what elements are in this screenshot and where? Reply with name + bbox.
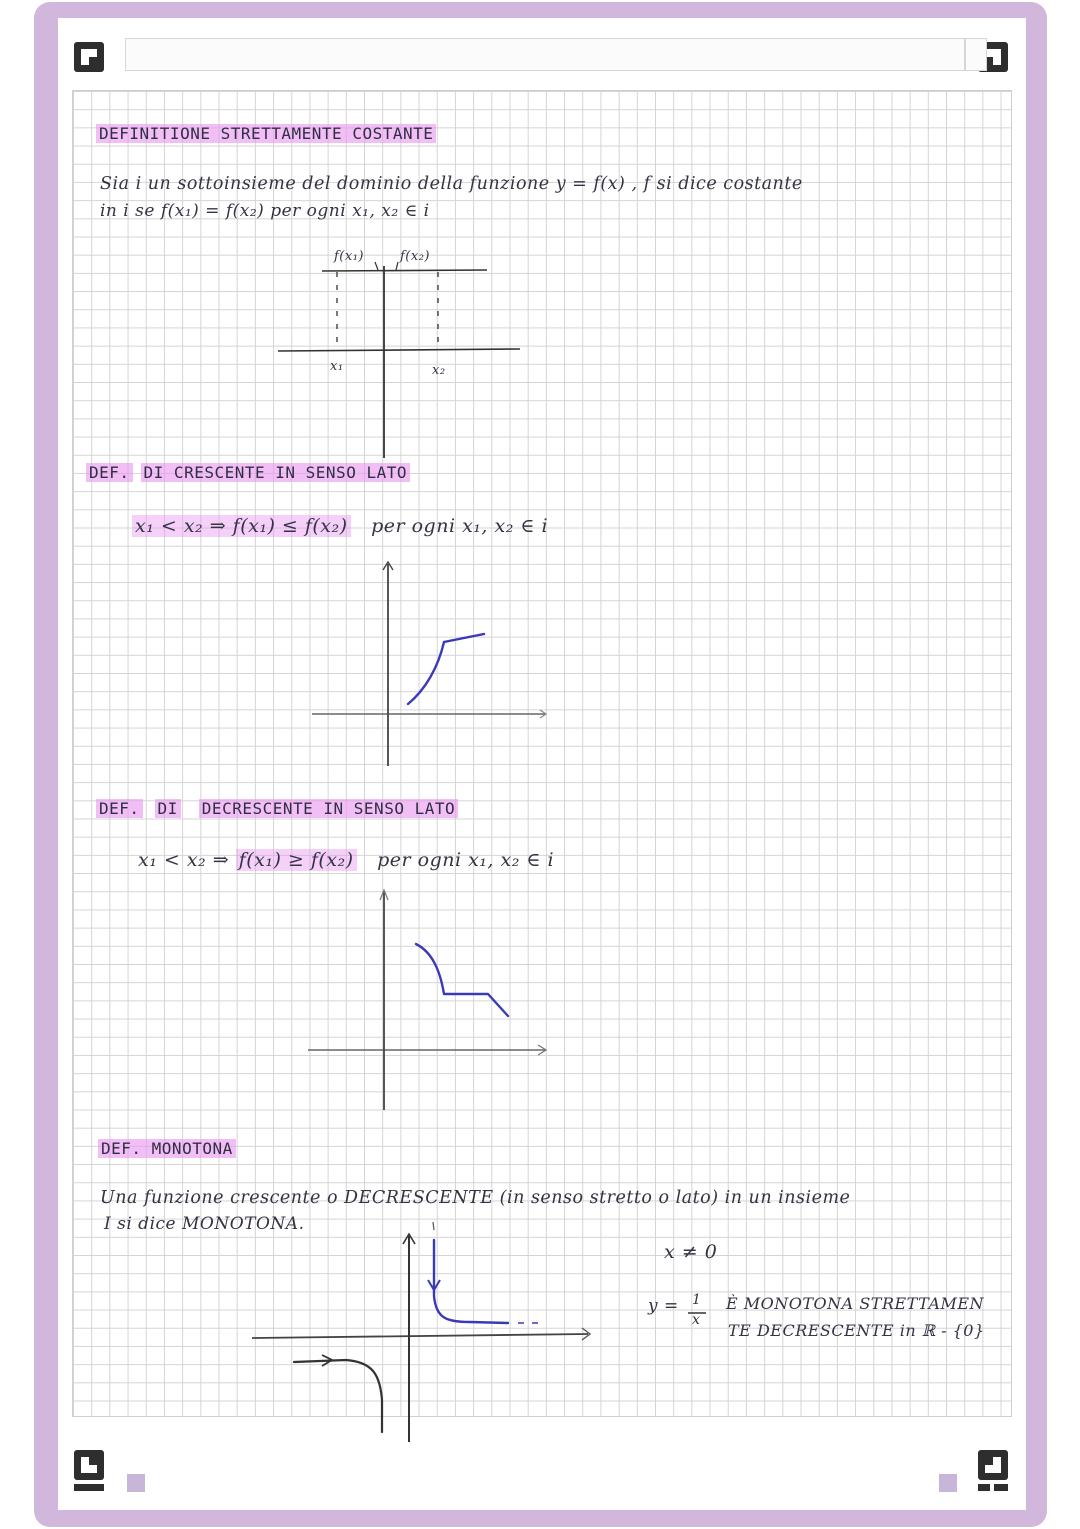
monotona-note-line1: È MONOTONA STRETTAMEN — [726, 1294, 985, 1313]
decrescente-formula-prefix: x₁ < x₂ ⇒ — [138, 849, 230, 871]
monotona-function-lhs: y = — [648, 1296, 679, 1316]
costante-body-line1: Sia i un sottoinsieme del dominio della funzione y = f(x) , f si dice costante — [100, 174, 803, 194]
costante-function-line — [322, 270, 487, 271]
heading-decrescente-mid: DI — [155, 799, 181, 818]
heading-costante-text: DEFINITIONE STRETTAMENTE COSTANTE — [96, 124, 436, 143]
label-fx1: f(x₁) — [334, 249, 364, 264]
hyperbola-x-axis — [252, 1334, 588, 1338]
costante-tick-2 — [396, 262, 398, 270]
costante-body-line2: in i se f(x₁) = f(x₂) per ogni x₁, x₂ ∈ i — [100, 201, 430, 221]
decrescente-curve — [416, 944, 508, 1016]
graph-crescente — [312, 562, 546, 766]
monotona-condition: x ≠ 0 — [664, 1241, 718, 1263]
costante-tick-1 — [375, 262, 378, 270]
monotona-note-line2: TE DECRESCENTE in ℝ - {0} — [728, 1321, 985, 1340]
heading-crescente-prefix: DEF. — [86, 463, 133, 482]
crescente-curve — [408, 634, 484, 704]
label-x2: x₂ — [432, 363, 446, 378]
graph-hyperbola — [252, 1234, 590, 1442]
label-x1: x₁ — [330, 359, 344, 374]
hyperbola-branch-left — [294, 1360, 382, 1432]
crescente-formula-tail: per ogni x₁, x₂ ∈ i — [371, 515, 549, 537]
heading-crescente-text: DI CRESCENTE IN SENSO LATO — [141, 463, 410, 482]
hyperbola-branch-right — [434, 1240, 508, 1323]
crescente-formula-text: x₁ < x₂ ⇒ f(x₁) ≤ f(x₂) — [132, 515, 351, 537]
label-fx2: f(x₂) — [400, 249, 430, 264]
monotona-body-line1: Una funzione crescente o DECRESCENTE (in senso stretto o lato) in un insieme — [100, 1188, 851, 1208]
graph-decrescente — [308, 890, 546, 1110]
decrescente-formula-text: f(x₁) ≥ f(x₂) — [236, 849, 357, 871]
heading-decrescente-text: DECRESCENTE IN SENSO LATO — [199, 799, 458, 818]
costante-x-axis — [278, 349, 520, 351]
decrescente-formula-tail: per ogni x₁, x₂ ∈ i — [377, 849, 555, 871]
monotona-function-num: 1 — [692, 1292, 702, 1308]
heading-decrescente-prefix: DEF. — [96, 799, 143, 818]
monotona-body-line2: I si dice MONOTONA. — [104, 1214, 305, 1234]
monotona-function-den: x — [692, 1312, 701, 1328]
heading-monotona-text: DEF. MONOTONA — [98, 1139, 236, 1158]
ink-mark — [433, 1222, 434, 1230]
graph-costante — [278, 262, 520, 458]
